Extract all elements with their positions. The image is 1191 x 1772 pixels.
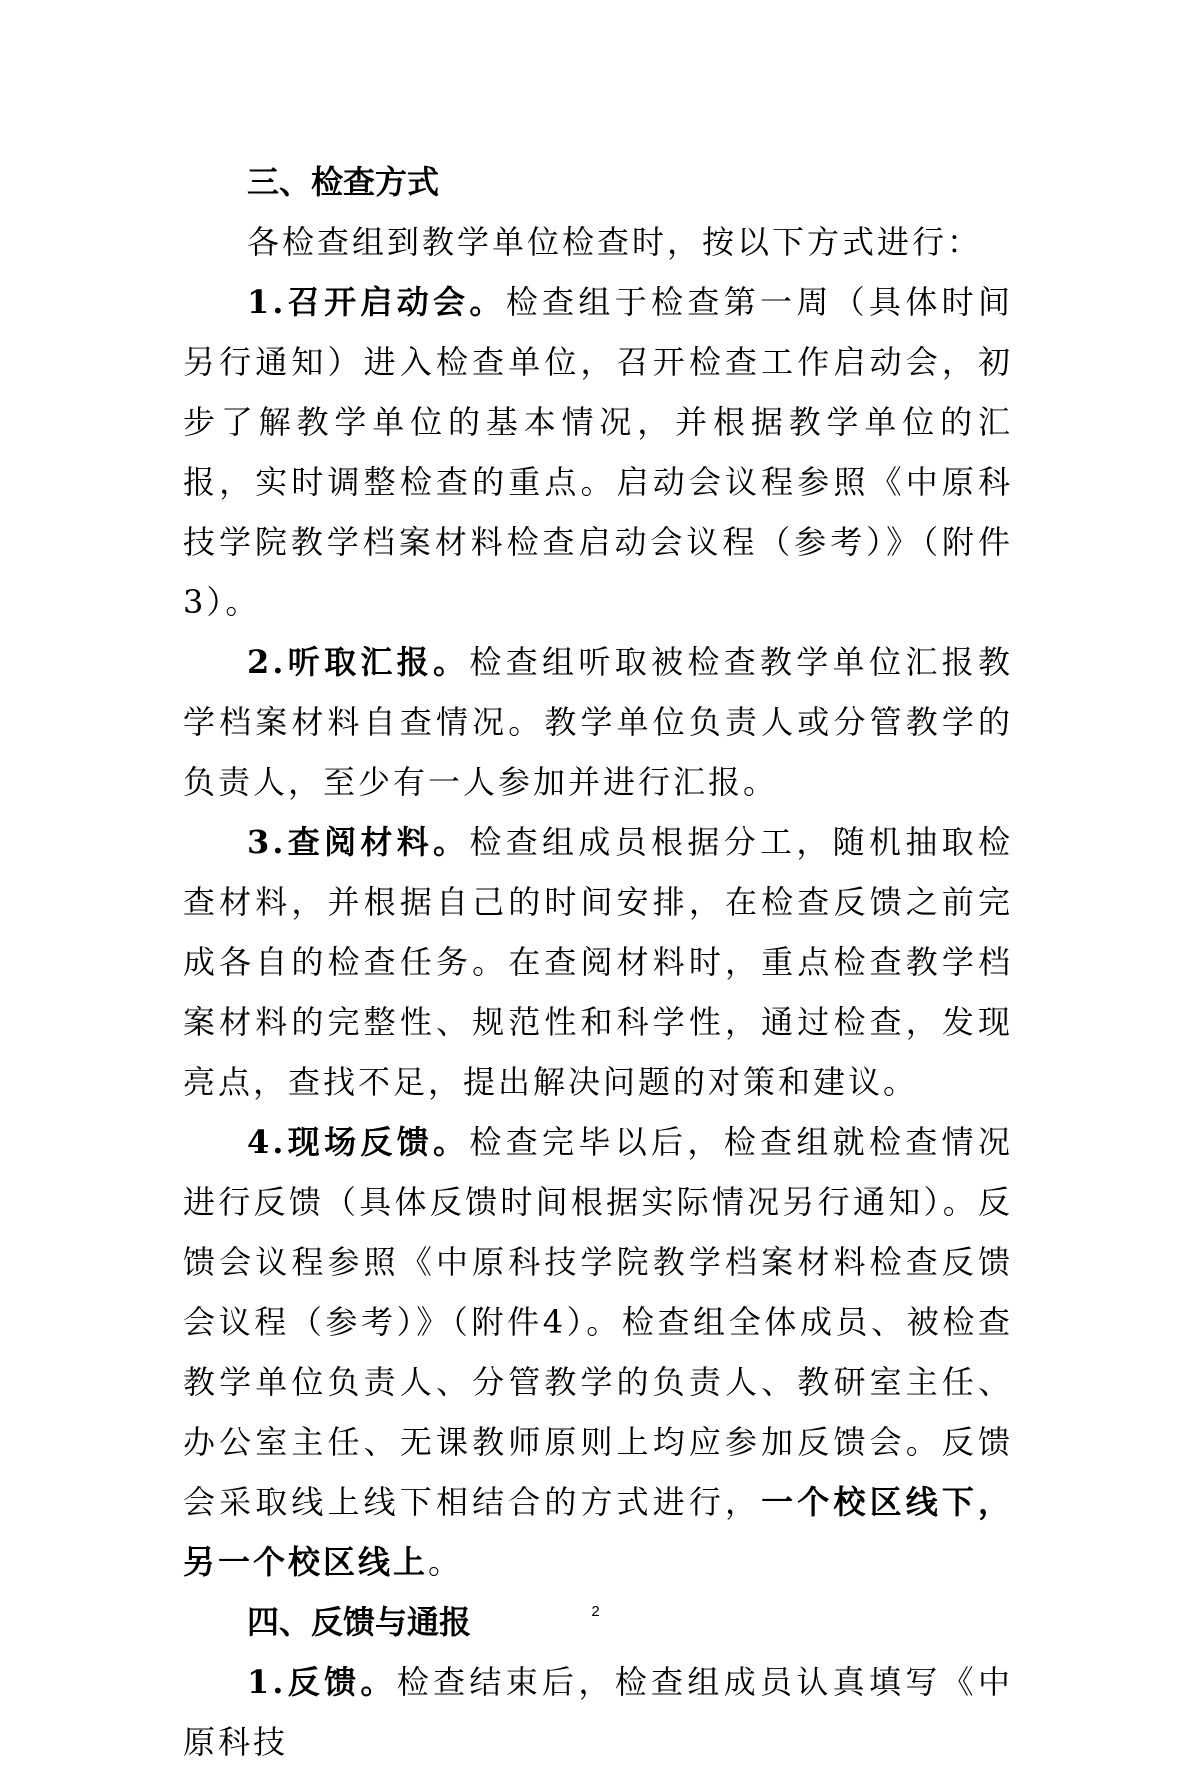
item-bold-emphasis: 一个校区线下，另一个校区线上 bbox=[183, 1483, 1013, 1581]
item-onsite-feedback bbox=[183, 1112, 1013, 1592]
item-end-punctuation: 。 bbox=[428, 1543, 464, 1581]
item-hear-report bbox=[183, 632, 1013, 812]
item-text: 检查结束后，检查组成员认真填写《中原科技 bbox=[183, 1663, 1013, 1761]
item-review-materials bbox=[183, 812, 1013, 1112]
item-kickoff-meeting bbox=[183, 272, 1013, 632]
item-lead: 1.召开启动会。 bbox=[247, 283, 506, 321]
item-lead: 3.查阅材料。 bbox=[247, 823, 470, 861]
item-feedback bbox=[183, 1652, 1013, 1772]
item-lead: 4.现场反馈。 bbox=[247, 1123, 470, 1161]
item-lead: 1.反馈。 bbox=[247, 1663, 397, 1701]
item-text: 检查完毕以后，检查组就检查情况进行反馈（具体反馈时间根据实际情况另行通知）。反馈会议程参照《中原科技学院教学档案材料检查反馈会议程（参考）》（附件4）。检查组全体成员、被检查教学单位负责人、分管教学的负责人、教研室主任、办公室主任、无课教师原则上均应参加反馈会。反馈会采取线上线下相结合的方式进行， bbox=[183, 1123, 1013, 1521]
item-text: 检查组成员根据分工，随机抽取检查材料，并根据自己的时间安排，在检查反馈之前完成各自的检查任务。在查阅材料时，重点检查教学档案材料的完整性、规范性和科学性，通过检查，发现亮点，查找不足，提出解决问题的对策和建议。 bbox=[183, 823, 1013, 1101]
item-lead: 2.听取汇报。 bbox=[247, 643, 470, 681]
item-text: 检查组于检查第一周（具体时间另行通知）进入检查单位，召开检查工作启动会，初步了解教学单位的基本情况，并根据教学单位的汇报，实时调整检查的重点。启动会议程参照《中原科技学院教学档案材料检查启动会议程（参考）》（附件3）。 bbox=[183, 283, 1013, 621]
section-intro-paragraph: 各检查组到教学单位检查时，按以下方式进行： bbox=[247, 223, 983, 261]
section-heading-feedback-report: 四、反馈与通报 bbox=[247, 1603, 472, 1641]
section-heading-inspection-method: 三、检查方式 bbox=[247, 163, 440, 201]
item-text: 检查组听取被检查教学单位汇报教学档案材料自查情况。教学单位负责人或分管教学的负责人，至少有一人参加并进行汇报。 bbox=[183, 643, 1013, 801]
document-body bbox=[183, 152, 1013, 1772]
page-number: 2 bbox=[591, 1603, 600, 1620]
